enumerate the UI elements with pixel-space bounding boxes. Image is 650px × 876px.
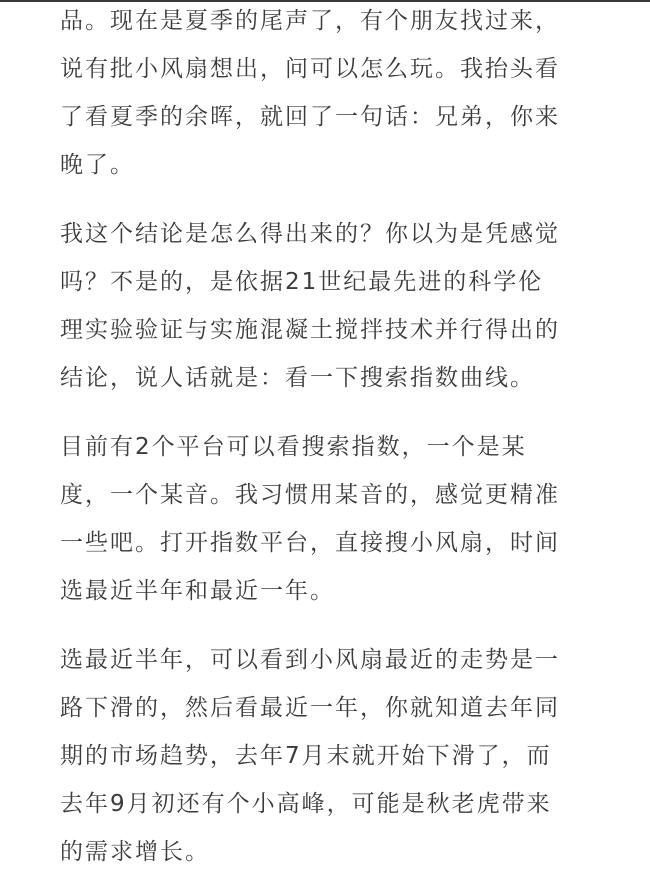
paragraph-line: 我这个结论是怎么得出来的？你以为是凭感觉 — [60, 221, 560, 247]
paragraph-line: 了看夏季的余晖，就回了一句话：兄弟，你来 — [60, 104, 560, 130]
paragraph-1 — [60, 0, 560, 189]
paragraph-line: 去年9月初还有个小高峰，可能是秋老虎带来 — [60, 791, 552, 817]
paragraph-line: 一些吧。打开指数平台，直接搜小风扇，时间 — [60, 530, 560, 556]
paragraph-line: 度，一个某音。我习惯用某音的，感觉更精准 — [60, 482, 560, 508]
paragraph-line: 的需求增长。 — [60, 839, 210, 865]
paragraph-line: 理实验验证与实施混凝土搅拌技术并行得出的 — [60, 317, 560, 343]
paragraph-line: 目前有2个平台可以看搜索指数，一个是某 — [60, 434, 527, 460]
paragraph-line: 品。现在是夏季的尾声了，有个朋友找过来， — [60, 8, 560, 34]
paragraph-line: 选最近半年和最近一年。 — [60, 578, 335, 604]
paragraph-2 — [60, 210, 560, 402]
paragraph-4 — [60, 636, 560, 876]
paragraph-line: 吗？不是的，是依据21世纪最先进的科学伦 — [60, 269, 544, 295]
paragraph-line: 说有批小风扇想出，问可以怎么玩。我抬头看 — [60, 56, 560, 82]
paragraph-line: 期的市场趋势，去年7月末就开始下滑了，而 — [60, 743, 552, 769]
paragraph-line: 结论，说人话就是：看一下搜索指数曲线。 — [60, 365, 535, 391]
paragraph-3 — [60, 423, 560, 615]
paragraph-line: 晚了。 — [60, 152, 135, 178]
paragraph-line: 路下滑的，然后看最近一年，你就知道去年同 — [60, 695, 560, 721]
paragraph-line: 选最近半年，可以看到小风扇最近的走势是一 — [60, 647, 560, 673]
